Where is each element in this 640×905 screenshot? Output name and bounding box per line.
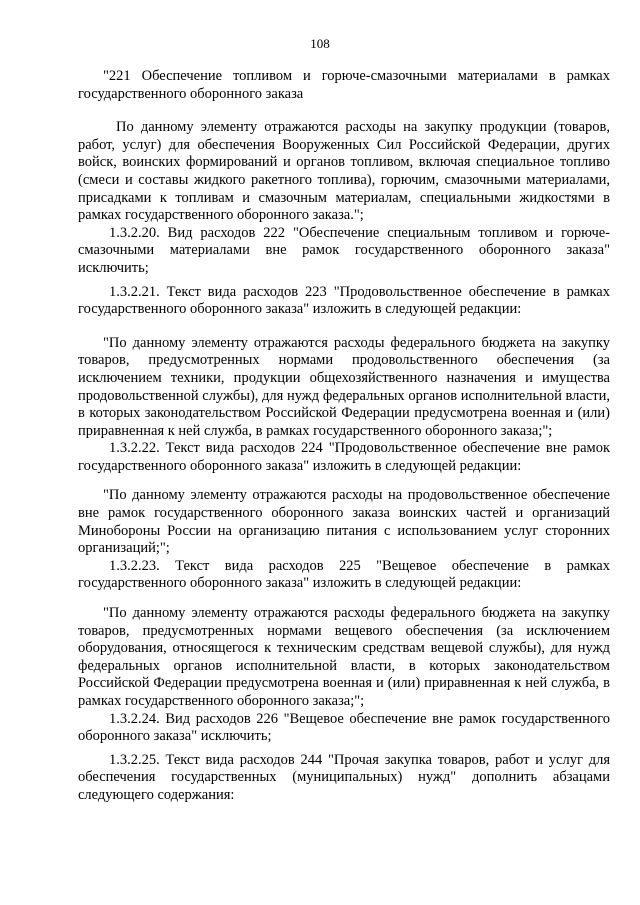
paragraph-225-text: "По данному элементу отражаются расходы федерального бюджета на закупку товаров, предусмотренных нормами вещевого обеспечения (за исключением оборудования, относящегося к техническим средствам вещевой службы), для нужд федеральных органов исполнительной власти, в которых законодательством Российской Федерации предусмотрена военная и (или) приравненная к ней служба, в рамках государственного оборонного заказа;"; (78, 605, 610, 709)
paragraph-1-3-2-21: 1.3.2.21. Текст вида расходов 223 "Продовольственное обеспечение в рамках государственного оборонного заказа" изложить в следующей редакции: (78, 283, 610, 318)
paragraph-221-heading: "221 Обеспечение топливом и горюче-смазочными материалами в рамках государственного оборонного заказа (78, 68, 610, 102)
paragraph-224-text: "По данному элементу отражаются расходы на продовольственное обеспечение вне рамок государственного оборонного заказа воинских частей и организаций Минобороны России на организацию питания с использованием услуг сторонних организаций;"; (78, 487, 610, 557)
paragraph-1-3-2-20: 1.3.2.20. Вид расходов 222 "Обеспечение специальным топливом и горюче-смазочными материалами вне рамок государственного оборонного заказа" исключить; (78, 224, 610, 276)
paragraph-223-text: "По данному элементу отражаются расходы федерального бюджета на закупку товаров, предусмотренных нормами продовольственного обеспечения (за исключением техники, продукции общехозяйственного назначения и имущества продовольственной службы), для нужд федеральных органов исполнительной власти, в которых законодательством Российской Федерации предусмотрена военная и (или) приравненная к ней служба, в рамках государственного оборонного заказа;"; (78, 334, 610, 439)
paragraph-221-description: По данному элементу отражаются расходы на закупку продукции (товаров, работ, услуг) для обеспечения Вооруженных Сил Российской Федерации, других войск, воинских формирований и органов топливом, включая специальное топливо (смеси и составы жидкого ракетного топлива), горючим, смазочными материалами, присадками к топливам и смазочным материалам, специальными жидкостями в рамках государственного оборонного заказа."; (78, 119, 610, 224)
paragraph-1-3-2-24: 1.3.2.24. Вид расходов 226 "Вещевое обеспечение вне рамок государственного оборонного заказа" исключить; (78, 710, 610, 745)
paragraph-1-3-2-25: 1.3.2.25. Текст вида расходов 244 "Прочая закупка товаров, работ и услуг для обеспечения государственных (муниципальных) нужд" дополнить абзацами следующего содержания: (78, 751, 610, 803)
page-number: 108 (310, 36, 330, 51)
paragraph-1-3-2-23: 1.3.2.23. Текст вида расходов 225 "Вещевое обеспечение в рамках государственного оборонного заказа" изложить в следующей редакции: (78, 557, 610, 592)
document-body (78, 68, 610, 805)
paragraph-1-3-2-22: 1.3.2.22. Текст вида расходов 224 "Продовольственное обеспечение вне рамок государственного оборонного заказа" изложить в следующей редакции: (78, 440, 610, 474)
